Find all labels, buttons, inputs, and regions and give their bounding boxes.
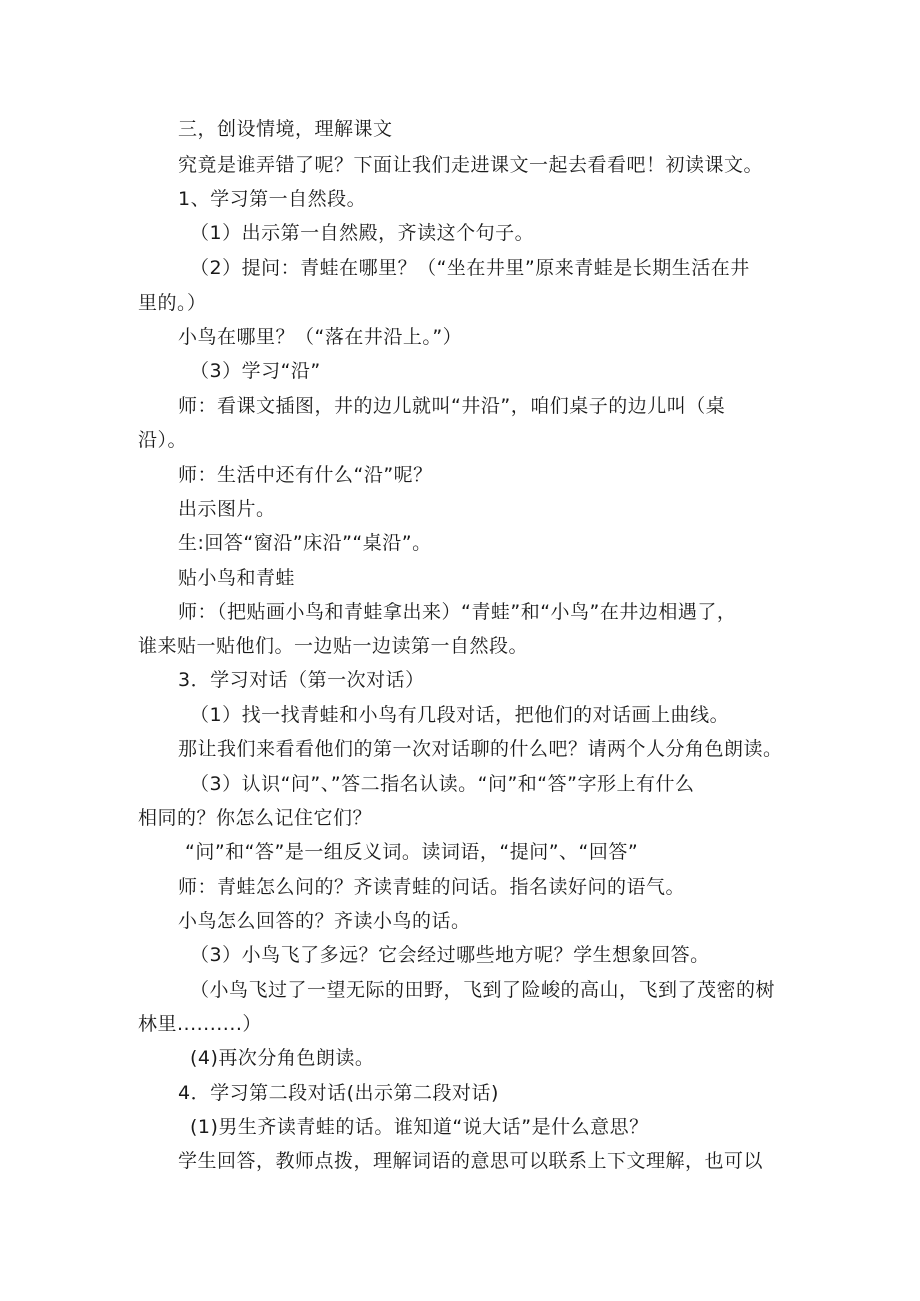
paragraph-line: （1）出示第一自然殿，齐读这个句子。 — [190, 222, 535, 244]
paragraph-line: 出示图片。 — [178, 498, 276, 520]
step-heading: 3．学习对话（第一次对话） — [178, 669, 425, 691]
step-heading: 1、学习第一自然段。 — [178, 188, 367, 210]
paragraph-line: 小鸟怎么回答的？齐读小鸟的话。 — [178, 910, 471, 932]
paragraph-line: 林里..........） — [138, 1013, 262, 1035]
paragraph-line: 相同的？你怎么记住它们？ — [138, 807, 373, 829]
paragraph-line: （小鸟飞过了一望无际的田野，飞到了险峻的高山，飞到了茂密的树 — [190, 979, 776, 1001]
paragraph-line: 师：（把贴画小鸟和青蛙拿出来）“青蛙”和“小鸟”在井边相遇了， — [178, 601, 737, 623]
paragraph-line: （1）找一找青蛙和小鸟有几段对话，把他们的对话画上曲线。 — [190, 704, 730, 726]
paragraph-line: 贴小鸟和青蛙 — [178, 567, 296, 589]
paragraph-line: 里的。） — [138, 292, 207, 314]
paragraph-line: “问”和“答”是一组反义词。读词语，“提问”、“回答” — [185, 841, 639, 863]
paragraph-line: （3）学习“沿” — [190, 360, 321, 382]
paragraph-line: 师：生活中还有什么“沿”呢？ — [178, 464, 433, 486]
paragraph-line: 谁来贴一贴他们。一边贴一边读第一自然段。 — [138, 635, 529, 657]
paragraph-line: 学生回答，教师点拨，理解词语的意思可以联系上下文理解，也可以 — [178, 1150, 764, 1172]
paragraph-line: 师：青蛙怎么问的？齐读青蛙的问话。指名读好问的语气。 — [178, 876, 686, 898]
paragraph-line: （2）提问：青蛙在哪里？（“坐在井里”原来青蛙是长期生活在井 — [190, 257, 750, 279]
paragraph-line: 小鸟在哪里？（“落在井沿上。”） — [178, 326, 463, 348]
step-heading: 4．学习第二段对话(出示第二段对话) — [178, 1082, 499, 1104]
paragraph-line: (1)男生齐读青蛙的话。谁知道“说大话”是什么意思？ — [190, 1116, 649, 1138]
paragraph-line: 那让我们来看看他们的第一次对话聊的什么吧？请两个人分角色朗读。 — [178, 738, 783, 760]
paragraph-line: （3）认识“问”、”答二指名认读。“问”和“答”字形上有什么 — [190, 773, 695, 795]
paragraph-line: (4)再次分角色朗读。 — [190, 1047, 375, 1069]
paragraph-line: （3）小鸟飞了多远？它会经过哪些地方呢？学生想象回答。 — [190, 944, 710, 966]
section-heading: 三，创设情境，理解课文 — [178, 118, 393, 140]
paragraph-line: 生:回答“窗沿”床沿”“桌沿”。 — [178, 532, 432, 554]
paragraph-line: 沿）。 — [138, 429, 188, 451]
paragraph-line: 究竟是谁弄错了呢？下面让我们走进课文一起去看看吧！初读课文。 — [178, 154, 764, 176]
paragraph-line: 师：看课文插图，井的边儿就叫“井沿”，咱们桌子的边儿叫（桌 — [178, 395, 726, 417]
